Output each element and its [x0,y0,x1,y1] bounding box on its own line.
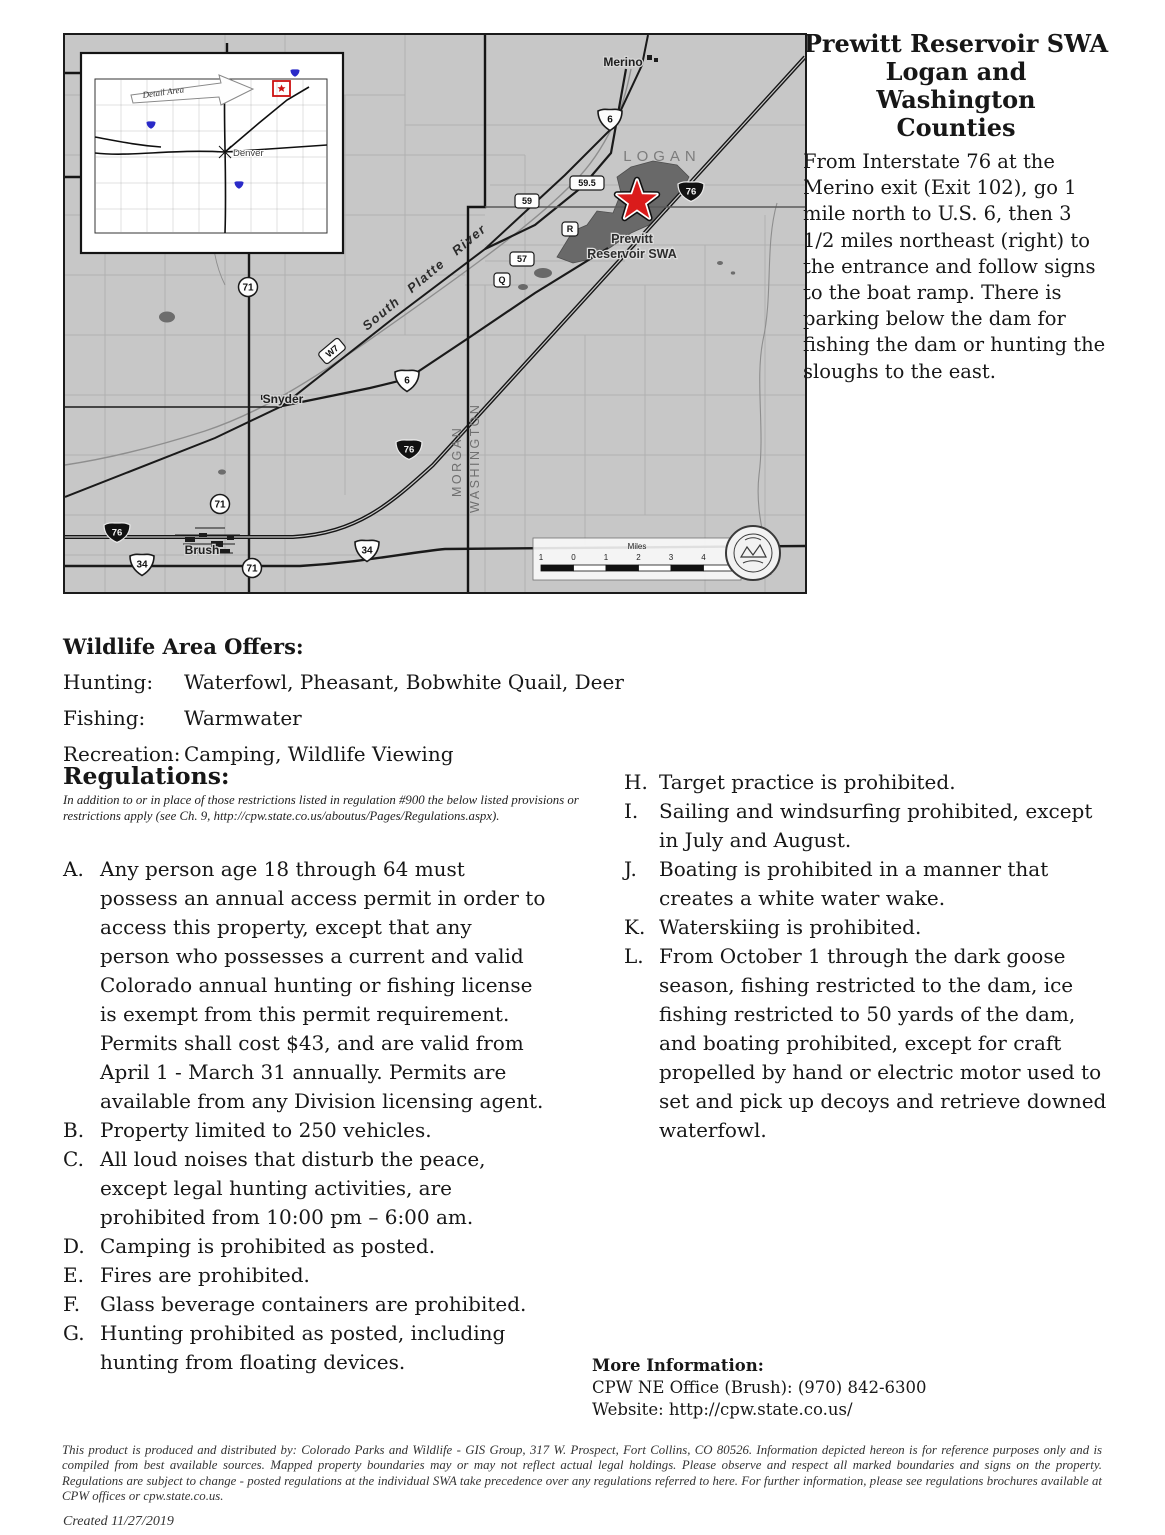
county-label-logan: LOGAN [623,148,701,165]
scale-tick-0: 1 [538,553,544,562]
scale-bar [533,538,741,580]
shield-i76-mid: 76 [403,444,415,456]
shield-71-mid: 71 [214,499,226,511]
offer-value: Warmwater [184,706,302,730]
regulation-letter: L. [624,944,644,968]
denver-marker [217,144,233,160]
regulation-letter: I. [624,799,639,823]
regulation-text: Boating is prohibited in a manner that creates a white water wake. [659,857,1049,910]
swa-label-line2: Reservoir SWA [587,247,677,261]
shield-71-top: 71 [242,282,254,294]
scale-tick-2: 1 [603,553,609,562]
page-title [803,30,1109,142]
shield-i76-sw: 76 [111,527,123,539]
disclaimer-text: This product is produced and distributed by: Colorado Parks and Wildlife - GIS Group, 317 W. Prospect, Fort Collins, CO 80526. Information depicted hereon is for reference purposes only and is compiled from best available sources. Mapped property boundaries may or may not reflect actual legal holdings. Please observe and respect all marked boundaries and signs on the property. Regulations are subject to change - posted regulations at the individual SWA take precedence over any regulations referred to here. For further information, please see regulations brochures available at CPW offices or cpw.state.co.us. [62,1443,1102,1503]
town-label-merino: Merino [603,55,643,69]
shield-57: 57 [516,254,528,265]
shield-us6-mid: 6 [404,375,410,387]
regulation-item-c [63,1145,547,1232]
regulation-item-j [624,855,1108,913]
regulation-item-i [624,797,1108,855]
detail-area-label: Detail Area [141,84,185,100]
regulation-letter: H. [624,770,648,794]
regulation-text: Waterskiing is prohibited. [659,915,922,939]
scale-tick-4: 3 [668,553,674,562]
regulation-letter: K. [624,915,646,939]
regulation-letter: C. [63,1147,84,1171]
regulations-note: In addition to or in place of those restrictions listed in regulation #900 the below listed provisions or restrictions apply (see Ch. 9, http://cpw.state.co.us/aboutus/Pages/Regulations.aspx). [63,793,579,823]
shield-34-west: 34 [136,559,148,571]
shield-71-south: 71 [246,563,258,575]
inset-city-label: Denver [233,148,264,159]
inset-map [81,53,343,253]
town-label-brush: Brush [184,543,220,557]
offer-row-hunting [63,670,633,694]
created-date: Created 11/27/2019 [63,1514,174,1529]
regulation-item-g [63,1319,547,1377]
scale-tick-1: 0 [571,553,576,562]
regulation-item-h [624,768,1108,797]
regulation-text: Glass beverage containers are prohibited. [100,1292,527,1316]
regulation-text: Fires are prohibited. [100,1263,310,1287]
regulation-letter: A. [63,857,84,881]
regulation-item-k [624,913,1108,942]
more-info-phone: CPW NE Office (Brush): (970) 842-6300 [592,1378,927,1397]
shield-cr-q: Q [498,275,506,286]
cpw-seal-icon [726,526,780,580]
regulations-heading: Regulations: [63,762,230,790]
regulation-text: Sailing and windsurfing prohibited, except in July and August. [659,799,1093,852]
page-title-line2: Logan and Washington [876,57,1036,114]
regulation-text: All loud noises that disturb the peace, except legal hunting activities, are prohibited from 10:00 pm – 6:00 am. [100,1147,486,1229]
regulation-letter: B. [63,1118,85,1142]
swa-label-line1: Prewitt [611,232,653,246]
shield-cr-r: R [566,224,574,235]
regulation-item-a [63,855,547,1116]
regulations-column-right [624,768,1108,1145]
map-svg [65,35,805,592]
regulation-text: Hunting prohibited as posted, including hunting from floating devices. [100,1321,506,1374]
shield-34-east: 34 [361,545,373,557]
scale-title: Miles [627,542,647,551]
regulation-item-e [63,1261,547,1290]
regulation-letter: F. [63,1292,81,1316]
regulation-item-b [63,1116,547,1145]
shield-59: 59 [521,196,533,207]
regulation-text: Property limited to 250 vehicles. [100,1118,432,1142]
shield-i76-ne: 76 [685,186,697,198]
regulation-item-d [63,1232,547,1261]
offer-label: Hunting: [63,670,154,694]
directions-text: From Interstate 76 at the Merino exit (Exit 102), go 1 mile north to U.S. 6, then 3 1/2 miles northeast (right) to the entrance and follow signs to the boat ramp. There is parking below the dam for fishing the dam or hunting the sloughs to the east. [803,150,1106,383]
regulation-text: Target practice is prohibited. [659,770,956,794]
offer-value: Waterfowl, Pheasant, Bobwhite Quail, Deer [184,670,624,694]
title-block [803,30,1109,385]
scale-tick-5: 4 [701,553,706,562]
town-label-snyder: Snyder [262,392,304,406]
map [63,33,807,594]
regulations-header [63,762,583,824]
county-label-morgan: MORGAN [450,425,464,497]
offers-heading: Wildlife Area Offers: [63,634,304,659]
river-label: South Platte River [359,220,490,334]
more-information-section [592,1355,1032,1421]
regulation-item-f [63,1290,547,1319]
shield-us6-top: 6 [607,114,613,126]
regulation-letter: E. [63,1263,84,1287]
regulation-letter: D. [63,1234,85,1258]
regulation-letter: G. [63,1321,85,1345]
more-info-heading: More Information: [592,1356,764,1375]
regulation-text: Any person age 18 through 64 must possess an annual access permit in order to access this property, except that any person who possesses a current and valid Colorado annual hunting or fishing license is exempt from this permit requirement. Permits shall cost $43, and are valid from April 1 - March 31 annually. Permits are available from any Division licensing agent. [100,857,546,1113]
scale-tick-3: 2 [636,553,641,562]
regulation-text: Camping is prohibited as posted. [100,1234,436,1258]
county-label-washington: WASHINGTON [468,402,482,513]
offer-row-fishing [63,706,633,730]
regulation-item-l [624,942,1108,1145]
more-info-website: Website: http://cpw.state.co.us/ [592,1400,853,1419]
wildlife-area-offers-section [63,634,633,778]
offer-label: Fishing: [63,706,146,730]
offer-label: Recreation: [63,742,181,766]
regulation-letter: J. [624,857,637,881]
offer-value: Camping, Wildlife Viewing [184,742,454,766]
shield-59-5: 59.5 [578,178,596,189]
regulations-column-left [63,855,547,1377]
shield-w7: W7 [323,342,341,360]
page-title-line3: Counties [896,113,1016,142]
page-title-line1: Prewitt Reservoir SWA [803,29,1109,58]
regulation-text: From October 1 through the dark goose season, fishing restricted to the dam, ice fishing restricted to 50 yards of the dam, and boating prohibited, except for craft propelled by hand or electric motor used to set and pick up decoys and retrieve downed waterfowl. [659,944,1107,1142]
